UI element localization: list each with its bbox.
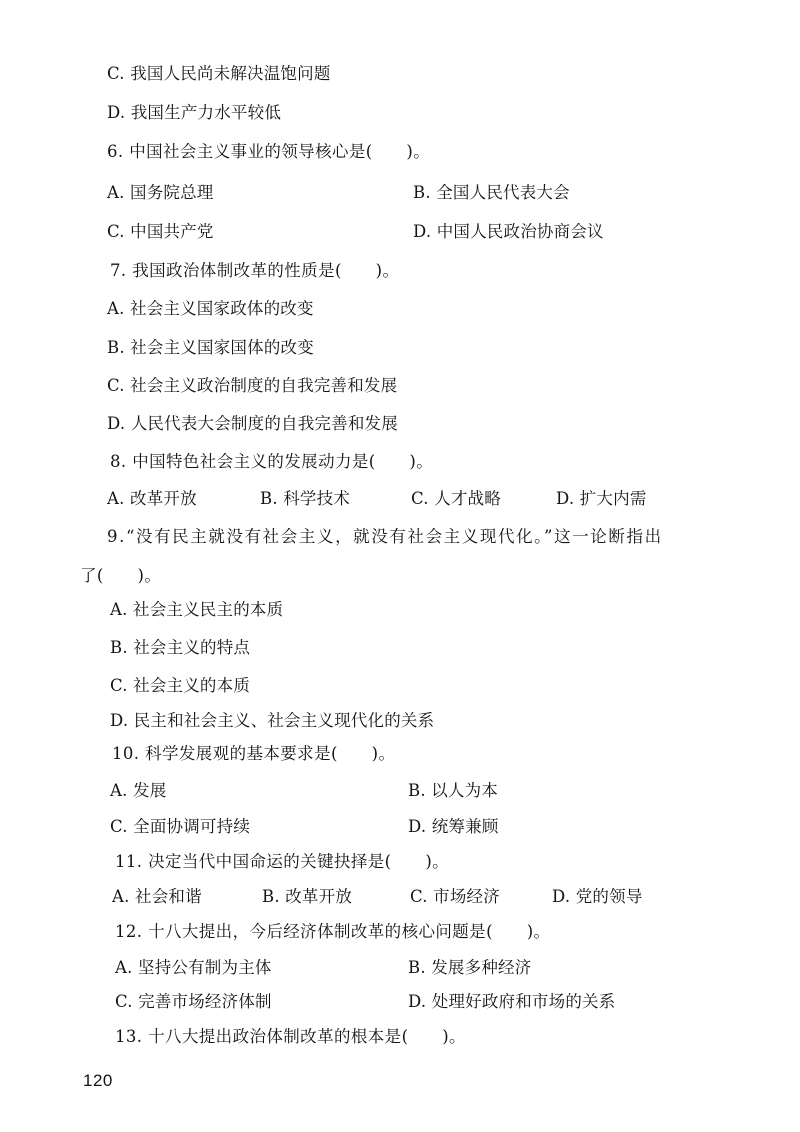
question-11-option-c: C. 市场经济: [410, 887, 500, 906]
question-10-option-c: C. 全面协调可持续: [110, 817, 251, 836]
question-8-option-c: C. 人才战略: [411, 489, 501, 508]
question-10-options-row-2: [110, 816, 790, 838]
question-9-option-d: D. 民主和社会主义、社会主义现代化的关系: [110, 711, 435, 730]
question-8-stem: 8. 中国特色社会主义的发展动力是( )。: [110, 452, 434, 471]
question-6-option-d: D. 中国人民政治协商会议: [413, 222, 604, 241]
question-6-options-row-1: [107, 182, 787, 204]
question-12-option-a: A. 坚持公有制为主体: [115, 958, 272, 977]
question-10-option-a: A. 发展: [110, 781, 167, 800]
question-11-options-row: [112, 886, 792, 908]
question-10-options-row-1: [110, 780, 790, 802]
question-11-option-b: B. 改革开放: [262, 887, 353, 906]
question-7-option-b: B. 社会主义国家国体的改变: [107, 338, 314, 357]
question-6-options-row-2: [107, 221, 787, 243]
question-12-option-d: D. 处理好政府和市场的关系: [408, 992, 616, 1011]
question-8-options-row: [107, 488, 787, 510]
question-11-option-d: D. 党的领导: [552, 887, 643, 906]
question-10-option-b: B. 以人为本: [408, 781, 499, 800]
question-6-option-c: C. 中国共产党: [107, 222, 214, 241]
prev-option-c: C. 我国人民尚未解决温饱问题: [107, 64, 331, 83]
question-11-option-a: A. 社会和谐: [112, 887, 202, 906]
question-6-stem: 6. 中国社会主义事业的领导核心是( )。: [107, 142, 431, 161]
question-12-stem: 12. 十八大提出，今后经济体制改革的核心问题是( )。: [115, 922, 551, 941]
question-12-option-b: B. 发展多种经济: [408, 958, 532, 977]
question-7-option-d: D. 人民代表大会制度的自我完善和发展: [107, 414, 398, 433]
question-6-option-a: A. 国务院总理: [107, 183, 214, 202]
prev-option-d: D. 我国生产力水平较低: [107, 103, 282, 122]
question-8-option-d: D. 扩大内需: [556, 489, 647, 508]
question-12-options-row-1: [115, 957, 795, 979]
question-7-option-c: C. 社会主义政治制度的自我完善和发展: [107, 376, 398, 395]
question-8-option-a: A. 改革开放: [107, 489, 197, 508]
question-8-option-b: B. 科学技术: [260, 489, 351, 508]
question-6-option-b: B. 全国人民代表大会: [413, 183, 570, 202]
question-9-stem-line-2: 了( )。: [80, 566, 162, 585]
question-7-option-a: A. 社会主义国家政体的改变: [107, 299, 314, 318]
question-9-option-a: A. 社会主义民主的本质: [110, 600, 284, 619]
page-number: 120: [83, 1071, 113, 1090]
question-10-stem: 10. 科学发展观的基本要求是( )。: [112, 744, 396, 763]
question-11-stem: 11. 决定当代中国命运的关键抉择是( )。: [115, 852, 450, 871]
question-12-options-row-2: [115, 991, 795, 1013]
question-13-stem: 13. 十八大提出政治体制改革的根本是( )。: [115, 1027, 466, 1046]
question-9-stem-line-1: 9.“没有民主就没有社会主义，就没有社会主义现代化。”这一论断指出: [107, 527, 663, 546]
question-9-option-b: B. 社会主义的特点: [110, 638, 251, 657]
question-10-option-d: D. 统筹兼顾: [408, 817, 499, 836]
question-7-stem: 7. 我国政治体制改革的性质是( )。: [110, 261, 400, 280]
question-9-option-c: C. 社会主义的本质: [110, 676, 251, 695]
question-12-option-c: C. 完善市场经济体制: [115, 992, 272, 1011]
